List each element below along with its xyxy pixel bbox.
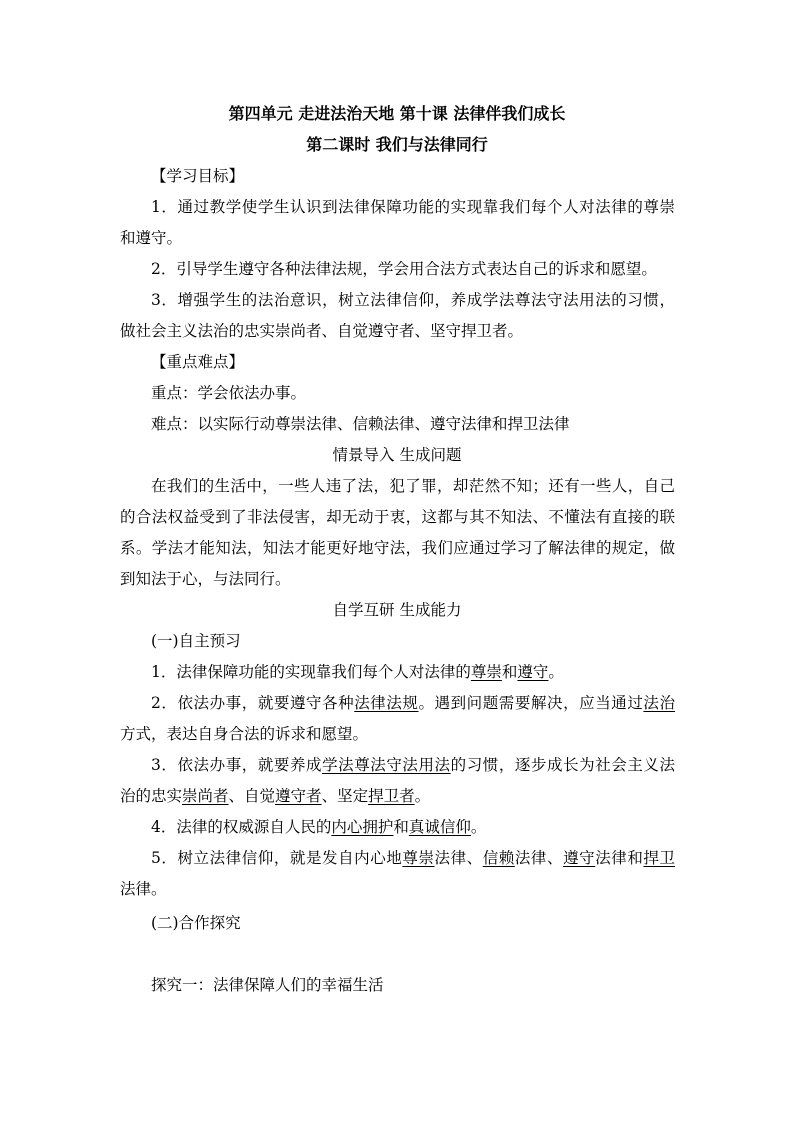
answer-blank: 尊崇 (470, 663, 502, 681)
answer-blank: 法律法规 (354, 694, 419, 712)
answer-blank: 法治 (643, 694, 675, 712)
objective-1-cont: 和遵守。 (120, 229, 183, 247)
objective-3: 3．增强学生的法治意识，树立法律信仰，养成学法尊法守法用法的习惯， (151, 291, 675, 309)
preview-item-3: 3．依法办事，就要养成学法尊法守法用法的习惯，逐步成长为社会主义法 (151, 756, 675, 774)
intro-heading: 情景导入 生成问题 (332, 446, 462, 464)
cooperation-subheading: (二)合作探究 (151, 914, 241, 932)
answer-blank: 捍卫 (643, 849, 675, 867)
answer-blank: 崇尚者 (182, 787, 229, 805)
preview-subheading: (一)自主预习 (151, 632, 241, 650)
answer-blank: 捍卫者 (368, 787, 415, 805)
preview-item-3-cont: 治的忠实崇尚者、自觉遵守者、坚定捍卫者。 (120, 787, 431, 805)
answer-blank: 内心拥护 (331, 818, 394, 836)
keypoint-difficult: 难点：以实际行动尊崇法律、信赖法律、遵守法律和捍卫法律 (151, 415, 570, 433)
unit-title: 第四单元 走进法治天地 第十课 法律伴我们成长 (228, 104, 566, 123)
explore-1-heading: 探究一：法律保障人们的幸福生活 (151, 976, 384, 994)
answer-blank: 尊崇 (402, 849, 435, 867)
answer-blank: 真诚信仰 (408, 818, 471, 836)
keypoint-key: 重点：学会依法办事。 (151, 384, 307, 402)
objectives-heading: 【学习目标】 (151, 167, 245, 185)
preview-item-5-cont: 法律。 (120, 880, 167, 898)
answer-blank: 学法尊法守法用法 (322, 756, 451, 774)
preview-item-1: 1．法律保障功能的实现靠我们每个人对法律的尊崇和遵守。 (151, 663, 564, 681)
intro-paragraph-line: 到知法于心，与法同行。 (120, 570, 291, 588)
preview-item-2: 2．依法办事，就要遵守各种法律法规。遇到问题需要解决，应当通过法治 (151, 694, 675, 712)
answer-blank: 遵守 (563, 849, 596, 867)
lesson-title: 第二课时 我们与法律同行 (306, 135, 488, 154)
answer-blank: 遵守 (517, 663, 549, 681)
selfstudy-heading: 自学互研 生成能力 (332, 601, 462, 619)
answer-blank: 遵守者 (275, 787, 322, 805)
intro-paragraph-line: 系。学法才能知法，知法才能更好地守法，我们应通过学习了解法律的规定，做 (120, 539, 675, 557)
objective-3-cont: 做社会主义法治的忠实崇尚者、自觉遵守者、坚守捍卫者。 (120, 322, 524, 340)
intro-paragraph-line: 的合法权益受到了非法侵害，却无动于衷，这都与其不知法、不懂法有直接的联 (120, 508, 675, 526)
preview-item-5: 5．树立法律信仰，就是发自内心地尊崇法律、信赖法律、遵守法律和捍卫 (151, 849, 675, 867)
answer-blank: 信赖 (482, 849, 515, 867)
keypoints-heading: 【重点难点】 (151, 353, 245, 371)
objective-2: 2．引导学生遵守各种法律法规，学会用合法方式表达自己的诉求和愿望。 (151, 260, 657, 278)
intro-paragraph-line: 在我们的生活中，一些人违了法，犯了罪，却茫然不知；还有一些人，自己 (151, 477, 675, 495)
preview-item-4: 4．法律的权威源自人民的内心拥护和真诚信仰。 (151, 818, 487, 836)
objective-1: 1．通过教学使学生认识到法律保障功能的实现靠我们每个人对法律的尊崇 (151, 198, 675, 216)
preview-item-2-cont: 方式，表达自身合法的诉求和愿望。 (120, 725, 369, 743)
